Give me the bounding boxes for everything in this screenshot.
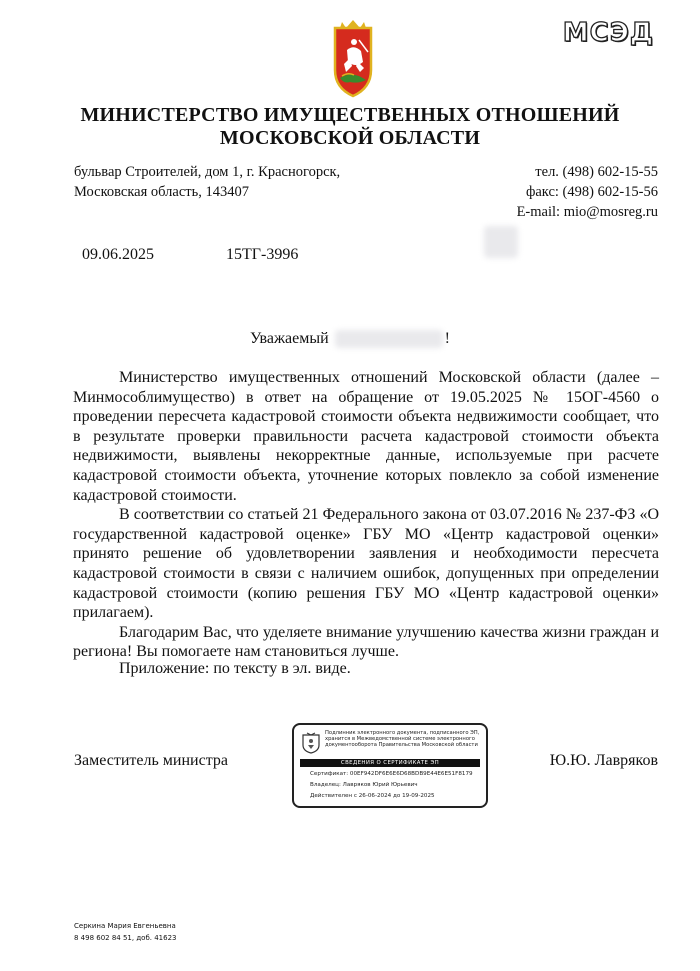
ministry-title-line2: МОСКОВСКОЙ ОБЛАСТИ — [219, 127, 481, 149]
ministry-title — [0, 104, 700, 150]
signatory-name: Ю.Ю. Лавряков — [549, 752, 658, 769]
paragraph-3: Благодарим Вас, что уделяете внимание улучшению качества жизни граждан и региона! Вы помогаете нам становиться лучше. — [73, 623, 659, 661]
greeting-suffix: ! — [444, 330, 450, 347]
postal-address — [74, 162, 340, 202]
certificate-validity: Действителен с 26-06-2024 до 19-09-2025 — [310, 793, 435, 799]
contact-info — [517, 162, 658, 222]
ministry-title-line1: МИНИСТЕРСТВО ИМУЩЕСТВЕННЫХ ОТНОШЕНИЙ — [80, 104, 620, 126]
stamp-note: Подлинник электронного документа, подписанного ЭП, хранится в Межведомственной системе электронного документооборота Правительства Московской области — [325, 730, 480, 749]
certificate-owner: Владелец: Лавряков Юрий Юрьевич — [310, 782, 418, 788]
redacted-area — [484, 226, 518, 258]
phone-number: тел. (498) 602-15-55 — [535, 164, 658, 180]
executor-name: Серкина Мария Евгеньевна — [74, 922, 176, 930]
document-date: 09.06.2025 — [82, 246, 154, 263]
document-number: 15ТГ-3996 — [226, 246, 299, 263]
address-line1: бульвар Строителей, дом 1, г. Красногорск, — [74, 164, 341, 180]
msed-badge: МСЭД — [562, 18, 654, 48]
email-address: E-mail: mio@mosreg.ru — [516, 204, 658, 220]
coat-of-arms-icon — [302, 732, 320, 754]
redacted-recipient-name — [335, 330, 443, 348]
moscow-oblast-coat-of-arms-icon — [330, 18, 376, 98]
greeting-prefix: Уважаемый — [250, 330, 329, 347]
electronic-signature-stamp — [292, 723, 488, 808]
signatory-title: Заместитель министра — [74, 752, 228, 769]
greeting — [0, 330, 700, 348]
attachment-note: Приложение: по тексту в эл. виде. — [119, 660, 351, 677]
paragraph-2: В соответствии со статьей 21 Федерального закона от 03.07.2016 № 237-ФЗ «О государственной кадастровой оценке» ГБУ МО «Центр кадастровой оценки» принято решение об удовлетворении заявления и необходимости пересчета кадастровой стоимости в связи с наличием ошибок, допущенных при определении кадастровой стоимости (копию решения ГБУ МО «Центр кадастровой оценки» прилагаем). — [73, 506, 659, 622]
address-line2: Московская область, 143407 — [74, 184, 249, 200]
fax-number: факс: (498) 602-15-56 — [525, 184, 658, 200]
stamp-header: СВЕДЕНИЯ О СЕРТИФИКАТЕ ЭП — [300, 759, 480, 767]
paragraph-1: Министерство имущественных отношений Московской области (далее – Минмособлимущество) в ответ на обращение от 19.05.2025 № 15ОГ-4560 о проведении пересчета кадастровой стоимости объекта недвижимости сообщает, что в результате проверки правильности расчета кадастровой стоимости объекта недвижимости, выявлены некорректные данные, используемые при расчете кадастровой стоимости объекта, уточнение которых повлекло за собой изменение кадастровой стоимости. — [73, 369, 659, 504]
certificate-number: Сертификат: 00EF942DF6E6E6D68BDB9E44E6E51F8179 — [310, 771, 473, 777]
executor-phone: 8 498 602 84 51, доб. 41623 — [74, 934, 177, 942]
letter-body — [73, 368, 659, 662]
